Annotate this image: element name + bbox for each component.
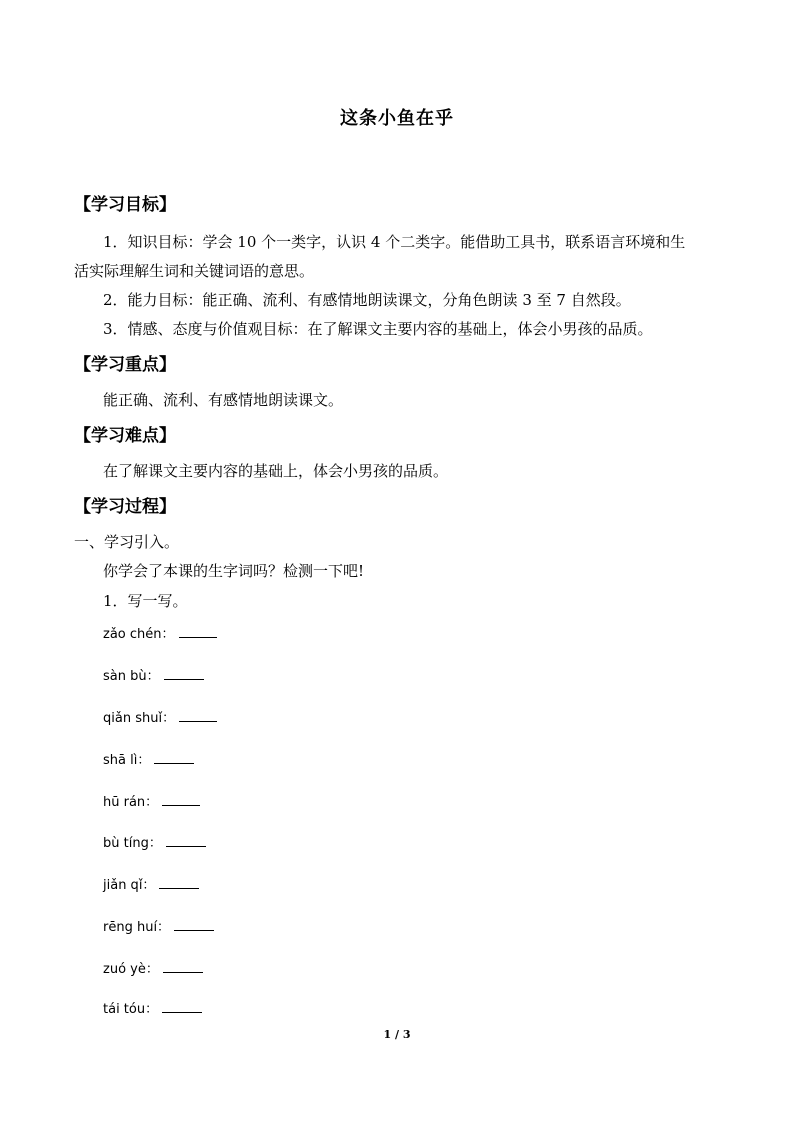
pinyin-label: qiǎn shuǐ： — [103, 711, 176, 726]
difficulties-text: 在了解课文主要内容的基础上，体会小男孩的品质。 — [103, 462, 449, 480]
pinyin-label: jiǎn qǐ： — [103, 878, 156, 893]
key-points-text: 能正确、流利、有感情地朗读课文。 — [103, 391, 344, 409]
process-intro: 你学会了本课的生字词吗？检测一下吧! — [103, 562, 365, 580]
pinyin-label: hū rán： — [103, 795, 159, 810]
answer-blank[interactable] — [179, 635, 217, 638]
pinyin-label: zuó yè： — [103, 962, 159, 977]
answer-blank[interactable] — [163, 970, 203, 973]
pinyin-item — [103, 916, 214, 935]
pinyin-label: shā lì： — [103, 753, 151, 768]
process-task: 1．写一写。 — [103, 592, 188, 610]
pinyin-label: rēng huí： — [103, 920, 171, 935]
key-points-heading: 【学习重点】 — [74, 355, 176, 375]
answer-blank[interactable] — [154, 761, 194, 764]
pinyin-item — [103, 874, 199, 893]
answer-blank[interactable] — [174, 928, 214, 931]
difficulties-heading: 【学习难点】 — [74, 426, 176, 446]
pinyin-item — [103, 707, 217, 726]
objective-item-1-continued: 活实际理解生词和关键词语的意思。 — [74, 262, 315, 280]
answer-blank[interactable] — [162, 803, 200, 806]
pinyin-label: sàn bù： — [103, 669, 160, 684]
document-title: 这条小鱼在乎 — [340, 108, 454, 129]
answer-blank[interactable] — [159, 886, 199, 889]
pinyin-item — [103, 958, 203, 977]
pinyin-item — [103, 832, 206, 851]
pinyin-label: bù tíng： — [103, 836, 162, 851]
pinyin-item — [103, 665, 204, 684]
objective-item-1: 1．知识目标：学会 10 个一类字，认识 4 个二类字。能借助工具书，联系语言环境和生 — [103, 233, 686, 251]
objective-item-3: 3．情感、态度与价值观目标：在了解课文主要内容的基础上，体会小男孩的品质。 — [103, 320, 653, 338]
answer-blank[interactable] — [164, 677, 204, 680]
answer-blank[interactable] — [179, 719, 217, 722]
process-heading: 【学习过程】 — [74, 497, 176, 517]
pinyin-item — [103, 623, 217, 642]
page-number: 1 / 3 — [383, 1028, 411, 1041]
pinyin-label: tái tóu： — [103, 1002, 159, 1017]
objective-item-2: 2．能力目标：能正确、流利、有感情地朗读课文，分角色朗读 3 至 7 自然段。 — [103, 291, 631, 309]
pinyin-item — [103, 998, 202, 1017]
objectives-heading: 【学习目标】 — [74, 195, 176, 215]
answer-blank[interactable] — [166, 844, 206, 847]
answer-blank[interactable] — [162, 1010, 202, 1013]
pinyin-item — [103, 791, 200, 810]
process-part1-title: 一、学习引入。 — [74, 533, 180, 551]
pinyin-item — [103, 749, 194, 768]
pinyin-label: zǎo chén： — [103, 627, 175, 642]
